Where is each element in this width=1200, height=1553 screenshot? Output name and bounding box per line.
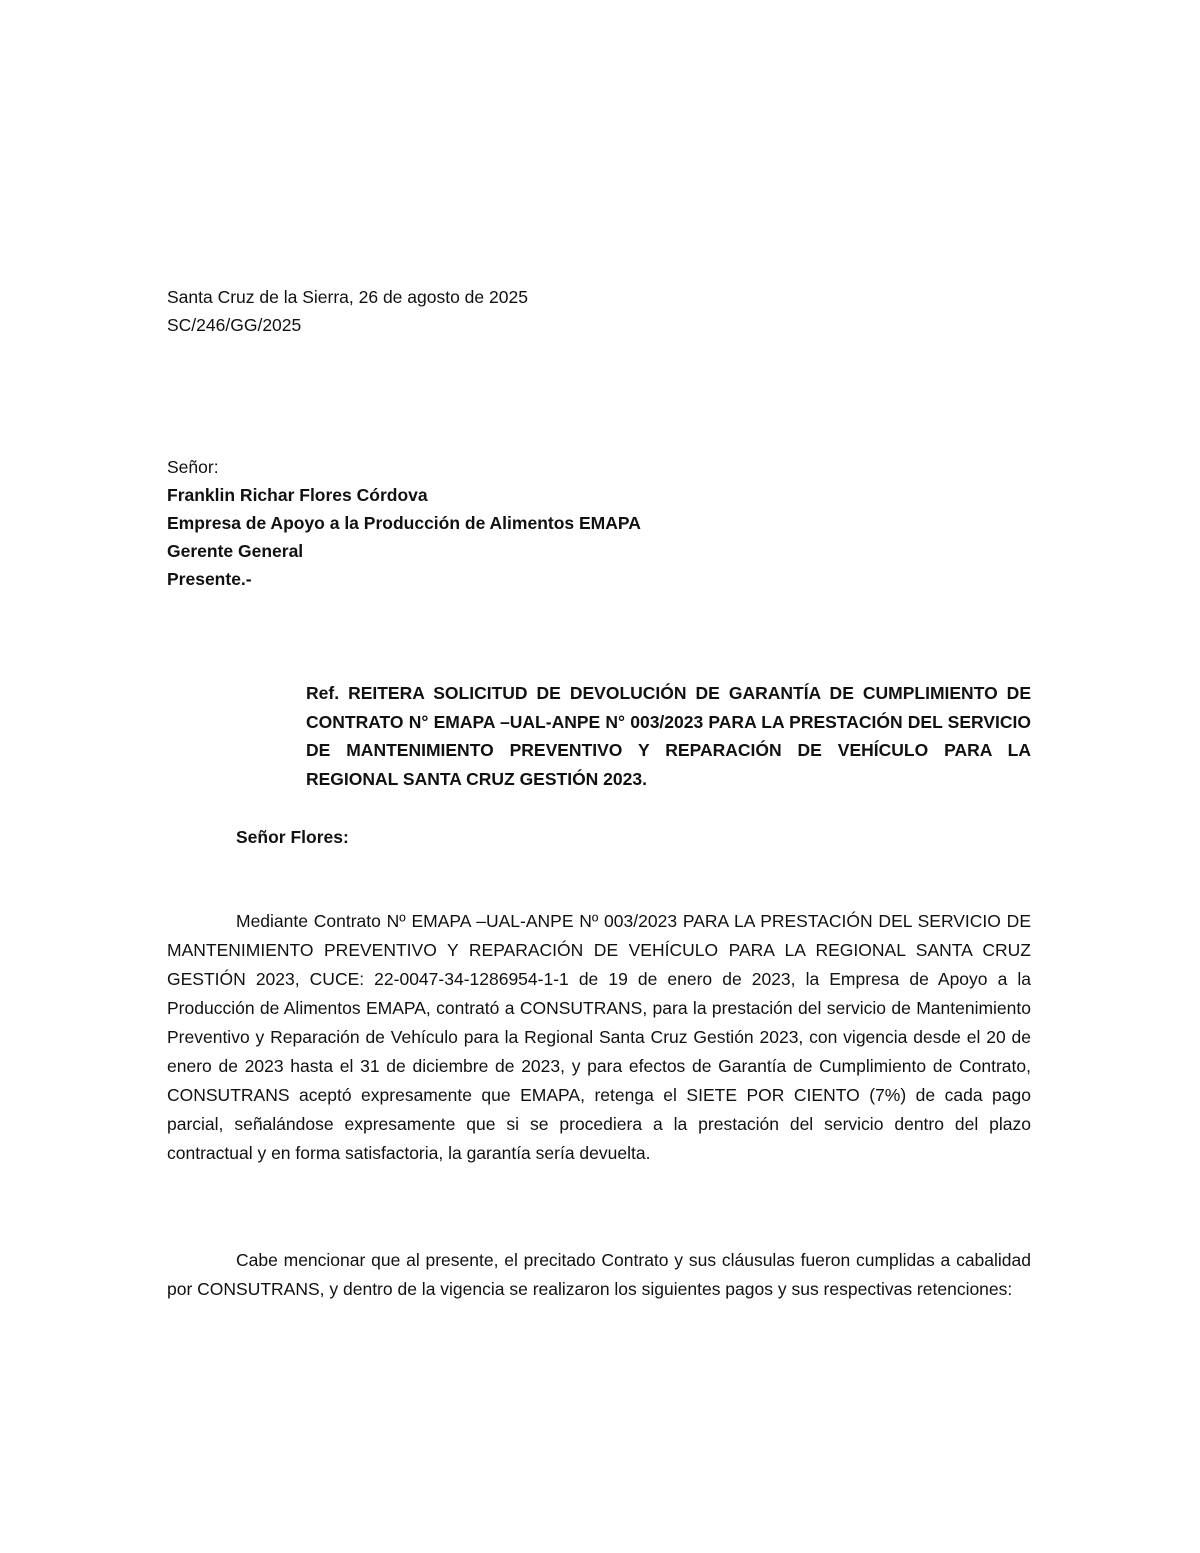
recipient-presente: Presente.- — [167, 569, 252, 589]
recipient-position: Gerente General — [167, 541, 304, 561]
body-paragraph: Cabe mencionar que al presente, el precitado Contrato y sus cláusulas fueron cumplidas a cabalidad por CONSUTRANS, y dentro de la vigencia se realizaron los siguientes pagos y sus respectivas retenciones: — [167, 1250, 1031, 1299]
document-code: SC/246/GG/2025 — [167, 315, 302, 335]
salutation: Señor Flores: — [236, 827, 349, 847]
body-paragraph: Mediante Contrato Nº EMAPA –UAL-ANPE Nº 003/2023 PARA LA PRESTACIÓN DEL SERVICIO DE MANTENIMIENTO PREVENTIVO Y REPARACIÓN DE VEHÍCULO PARA LA REGIONAL SANTA CRUZ GESTIÓN 2023, CUCE: 22-0047-34-1286954-1-1 de 19 de enero de 2023, la Empresa de Apoyo a la Producción de Alimentos EMAPA, contrató a CONSUTRANS, para la prestación del servicio de Mantenimiento Preventivo y Reparación de Vehículo para la Regional Santa Cruz Gestión 2023, con vigencia desde el 20 de enero de 2023 hasta el 31 de diciembre de 2023, y para efectos de Garantía de Cumplimiento de Contrato, CONSUTRANS aceptó expresamente que EMAPA, retenga el SIETE POR CIENTO (7%) de cada pago parcial, señalándose expresamente que si se procediera a la prestación del servicio dentro del plazo contractual y en forma satisfactoria, la garantía sería devuelta. — [167, 911, 1031, 1163]
place-date: Santa Cruz de la Sierra, 26 de agosto de 2025 — [167, 287, 528, 307]
reference-subject: Ref. REITERA SOLICITUD DE DEVOLUCIÓN DE GARANTÍA DE CUMPLIMIENTO DE CONTRATO N° EMAPA –UAL-ANPE N° 003/2023 PARA LA PRESTACIÓN DEL SERVICIO DE MANTENIMIENTO PREVENTIVO Y REPARACIÓN DE VEHÍCULO PARA LA REGIONAL SANTA CRUZ GESTIÓN 2023. — [306, 683, 1031, 789]
greeting: Señor: — [167, 457, 219, 477]
recipient-company: Empresa de Apoyo a la Producción de Alimentos EMAPA — [167, 513, 641, 533]
recipient-name: Franklin Richar Flores Córdova — [167, 485, 428, 505]
recipient-block — [167, 481, 641, 593]
